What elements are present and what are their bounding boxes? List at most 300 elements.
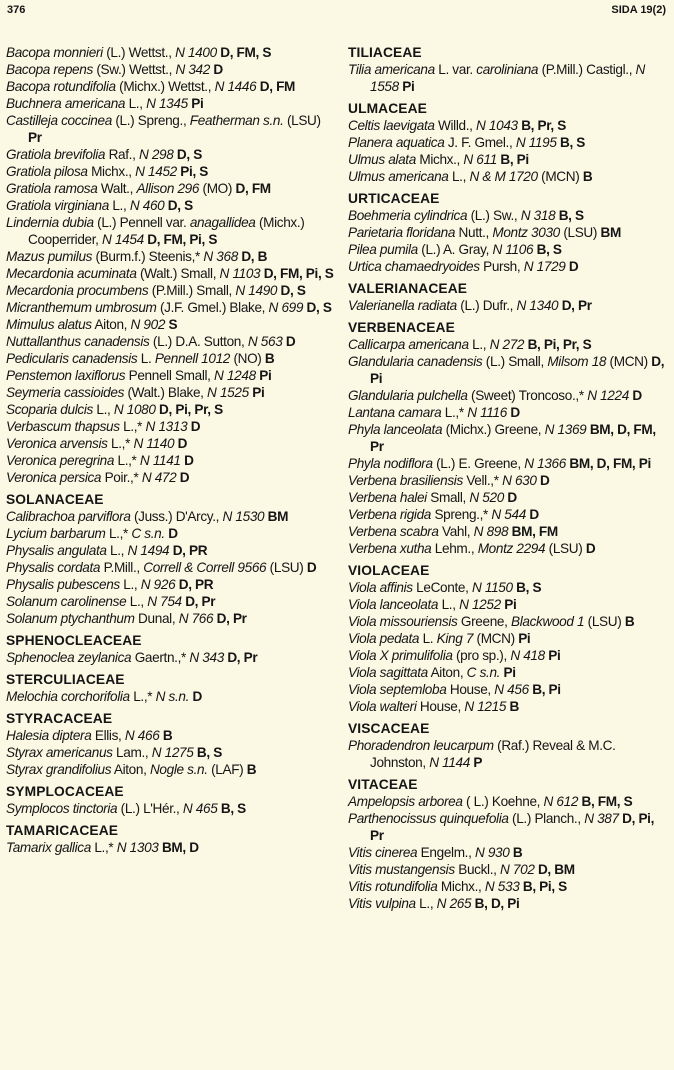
locality-codes: Pi, S [176,164,209,179]
species-name: Celtis laevigata [348,118,435,133]
collector-number: N 1195 [515,135,557,150]
species-author: L.,* [90,840,117,855]
species-author: Lehm., [431,541,478,556]
species-author: (L.) A. Gray, [417,242,493,257]
species-author: (P.Mill.) Small, [148,283,236,298]
species-author: L., [415,896,437,911]
species-author: Dunal, [134,611,179,626]
species-entry [348,540,670,557]
species-author: Willd., [434,118,477,133]
collector-number: N 460 [129,198,165,213]
species-author: House, [446,682,495,697]
species-entry [6,333,336,350]
locality-codes: Pi [500,597,517,612]
collector-number: N 926 [140,577,176,592]
species-author: (Raf.) Reveal & M.C. Johnston, [370,738,616,770]
species-entry [6,418,336,435]
locality-codes: B, S [556,135,586,150]
species-name: Urtica chamaedryoides [348,259,480,274]
species-author: (L.) Small, [482,354,548,369]
species-entry [6,384,336,401]
collector-number: N 754 [147,594,182,609]
locality-codes: D [164,526,178,541]
family-heading: VITACEAE [348,777,418,792]
herbarium-code: (MO) [199,181,236,196]
species-name: Scoparia dulcis [6,402,93,417]
collector-number: N 387 [584,811,619,826]
species-entry [348,134,670,151]
species-author: Vahl, [438,524,474,539]
species-entry [6,146,336,163]
species-author: (Walt.) Blake, [124,385,208,400]
locality-codes: D, Pr [223,650,258,665]
species-name: Mecardonia acuminata [6,266,137,281]
species-entry [348,297,670,314]
collector-number: N 902 [130,317,166,332]
species-author: Walt., [97,181,137,196]
species-author: (L.) L'Hér., [117,801,183,816]
locality-codes: D, S [277,283,306,298]
species-name: Micranthemum umbrosum [6,300,157,315]
species-entry [348,241,670,258]
collector-number: N 272 [489,337,525,352]
locality-codes: D, FM [235,181,271,196]
collector-number: N 1369 [544,422,587,437]
family-heading: VISCACEAE [348,721,430,736]
collector-number: N 520 [469,490,504,505]
species-entry [6,78,336,95]
collector-number: N 699 [268,300,304,315]
species-entry [6,367,336,384]
species-entry [6,401,336,418]
species-entry [348,207,670,224]
collector-number: N 1340 [516,298,559,313]
species-name: Physalis cordata [6,560,101,575]
species-author: Greene, [457,614,511,629]
locality-codes: BM [600,225,621,240]
species-entry [348,489,670,506]
species-entry [6,163,336,180]
species-name: Symplocos tinctoria [6,801,118,816]
collector-number: N 466 [124,728,160,743]
locality-codes: D, S [164,198,193,213]
species-entry [6,435,336,452]
locality-codes: B, S [217,801,246,816]
collector-number: N & M 1720 [469,169,538,184]
species-entry [348,579,670,596]
species-entry [348,681,670,698]
species-author: L., [92,402,114,417]
collector-number: N 1313 [145,419,188,434]
species-name: Verbascum thapsus [6,419,120,434]
family-heading: ULMACEAE [348,101,427,116]
family-heading: SPHENOCLEACEAE [6,633,142,648]
species-name: Melochia corchorifolia [6,689,130,704]
family-heading: VERBENACEAE [348,320,455,335]
species-entry [348,878,670,895]
locality-codes: Pi [500,665,516,680]
family-heading: VIOLACEAE [348,563,430,578]
collector-number: Allison 296 [136,181,200,196]
species-name: Styrax grandifolius [6,762,112,777]
species-author: (Burm.f.) Steenis,* [92,249,204,264]
locality-codes: B, Pi, Pr, S [524,337,592,352]
species-author: P.Mill., [100,560,144,575]
locality-codes: B, S [533,242,562,257]
locality-codes: D, FM, Pi, S [143,232,218,247]
species-author: (pro sp.), [452,648,511,663]
species-author: (J.F. Gmel.) Blake, [156,300,269,315]
collector-number: N 1446 [214,79,257,94]
collector-number: King 7 [436,631,474,646]
species-entry [348,455,670,472]
collector-number: N 472 [141,470,177,485]
herbarium-code: (LSU) [584,614,625,629]
species-entry [348,151,670,168]
species-author: L.,* [105,526,132,541]
species-entry [348,421,670,455]
species-author: (L.) Pennell var. [93,215,190,230]
locality-codes: D, B [237,249,268,264]
family-heading: TILIACEAE [348,45,422,60]
locality-codes: D, FM, Pi, S [260,266,334,281]
species-entry [6,761,336,778]
species-name: Tilia americana [348,62,435,77]
locality-codes: BM, D, FM, Pi [565,456,651,471]
family-heading: STYRACACEAE [6,711,113,726]
species-author: (L.) Dufr., [456,298,517,313]
species-entry [6,452,336,469]
species-name: Phyla nodiflora [348,456,433,471]
species-entry [6,559,336,576]
species-name: Calibrachoa parviflora [6,509,131,524]
species-name: Callicarpa americana [348,337,469,352]
collector-number: Blackwood 1 [510,614,585,629]
species-name: Mecardonia procumbens [6,283,149,298]
species-entry [348,404,670,421]
species-name: Phyla lanceolata [348,422,443,437]
species-entry [348,224,670,241]
species-name: Verbena scabra [348,524,439,539]
species-entry [6,649,336,666]
species-entry [348,810,670,844]
collector-number: N 265 [436,896,472,911]
species-entry [348,353,670,387]
locality-codes: D [282,334,296,349]
locality-codes: D, Pi, Pr, S [155,402,223,417]
species-author: Poir.,* [101,470,142,485]
journal-running-head: SIDA 19(2) [611,4,666,16]
species-entry [6,265,336,282]
species-entry [6,44,336,61]
locality-codes: B, Pi [496,152,529,167]
species-name: Phoradendron leucarpum [348,738,494,753]
infraspecific-author: (P.Mill.) Castigl., [538,62,636,77]
locality-codes: B, S [512,580,542,595]
locality-codes: D, BM [534,862,575,877]
species-author: L., [468,337,490,352]
species-author: L., [119,577,141,592]
species-entry [6,248,336,265]
species-name: Gratiola brevifolia [6,147,106,162]
species-entry [6,508,336,525]
collector-number: N 1116 [467,405,507,420]
collector-number: N 1140 [133,436,175,451]
species-name: Verbena rigida [348,507,432,522]
infraspecific-author: (Michx.) Cooperrider, [28,215,305,247]
species-entry [6,469,336,486]
species-entry [348,793,670,810]
species-author: Aiton, [111,762,150,777]
collector-number: Nogle s.n. [149,762,208,777]
species-entry [348,664,670,681]
species-author: L.,* [107,436,134,451]
species-name: Viola walteri [348,699,417,714]
locality-codes: D [187,419,201,434]
species-author: (L.) Planch., [508,811,585,826]
species-name: Nuttallanthus canadensis [6,334,150,349]
herbarium-code: (LSU) [545,541,586,556]
collector-number: N 1252 [459,597,501,612]
herbarium-code: (LSU) [266,560,307,575]
locality-codes: B [264,351,275,366]
locality-codes: B [159,728,173,743]
locality-codes: D, Pr [181,594,216,609]
locality-codes: D [180,453,194,468]
collector-number: N 418 [510,648,545,663]
species-name: Vitis vulpina [348,896,416,911]
species-author: (L.) Wettst., [102,45,176,60]
right-column [348,44,670,912]
locality-codes: D [306,560,317,575]
species-author: ( L.) Koehne, [462,794,544,809]
collector-number: C s.n. [466,665,501,680]
page-number: 376 [7,4,26,16]
collector-number: Correll & Correll 9566 [143,560,267,575]
species-name: Ulmus alata [348,152,416,167]
species-name: Ampelopsis arborea [348,794,463,809]
locality-codes: B, D, Pi [471,896,520,911]
species-author: Engelm., [417,845,475,860]
species-author: Michx., [87,164,136,179]
species-author: L., [448,169,470,184]
species-entry [6,593,336,610]
species-entry [348,861,670,878]
species-entry [348,387,670,404]
species-author: Lam., [112,745,152,760]
species-author: (L.) D.A. Sutton, [149,334,248,349]
collector-number: C s.n. [131,526,165,541]
species-entry [6,316,336,333]
collector-number: Pennell 1012 [154,351,231,366]
collector-number: N 1303 [116,840,159,855]
herbarium-code: (LAF) [207,762,247,777]
species-name: Mazus pumilus [6,249,93,264]
species-name: Penstemon laxiflorus [6,368,126,383]
species-author: Pennell Small, [125,368,215,383]
collector-number: N 456 [494,682,529,697]
species-entry [6,525,336,542]
locality-codes: D [176,470,190,485]
species-entry [348,596,670,613]
herbarium-code: (MCN) [473,631,519,646]
species-name: Gratiola pilosa [6,164,88,179]
locality-codes: B [246,762,257,777]
herbarium-code: (MCN) [537,169,583,184]
species-author: (L.) E. Greene, [432,456,525,471]
species-author: House, [416,699,465,714]
collector-number: N 465 [182,801,218,816]
locality-codes: D [525,507,539,522]
collector-number: N 612 [543,794,579,809]
species-author: Buckl., [454,862,500,877]
species-author: Nutt., [455,225,493,240]
collector-number: N 766 [178,611,214,626]
species-name: Bacopa rotundifolia [6,79,116,94]
species-author: L., [108,198,130,213]
species-name: Mimulus alatus [6,317,92,332]
collector-number: N 1525 [207,385,249,400]
species-author: L.,* [119,419,146,434]
species-name: Physalis pubescens [6,577,120,592]
species-author: L., [438,597,460,612]
species-entry [6,576,336,593]
collector-number: N 563 [247,334,283,349]
species-author: Pursh, [479,259,524,274]
locality-codes: BM [264,509,289,524]
species-name: Viola affinis [348,580,413,595]
species-author: Spreng.,* [431,507,492,522]
species-entry [6,727,336,744]
species-author: L.,* [441,405,468,420]
locality-codes: B [509,845,523,860]
species-name: Viola X primulifolia [348,648,453,663]
species-author: (Sweet) Troncoso.,* [467,388,588,403]
collector-number: N 1144 [429,755,470,770]
locality-codes: D, Pr [558,298,592,313]
collector-number: N 1224 [587,388,629,403]
species-entry [348,895,670,912]
locality-codes: D, FM, S [216,45,272,60]
species-name: Halesia diptera [6,728,92,743]
locality-codes: B [624,614,635,629]
locality-codes: Pr [28,130,42,145]
species-name: Verbena brasiliensis [348,473,463,488]
species-name: Tamarix gallica [6,840,91,855]
collector-number: Montz 3030 [492,225,560,240]
locality-codes: BM, FM [508,524,558,539]
infraspecific-name: caroliniana [476,62,539,77]
species-author: J. F. Gmel., [444,135,516,150]
species-entry [6,112,336,146]
herbarium-code: (NO) [230,351,265,366]
species-name: Buchnera americana [6,96,126,111]
species-author: L.,* [129,689,156,704]
collector-number: N 343 [189,650,224,665]
species-name: Solanum carolinense [6,594,127,609]
species-name: Viola sagittata [348,665,428,680]
species-entry [348,630,670,647]
locality-codes: D, PR [169,543,208,558]
species-author: (L.) Sw., [467,208,521,223]
species-entry [6,610,336,627]
species-entry [348,523,670,540]
collector-number: N 630 [502,473,537,488]
locality-codes: B, FM, S [578,794,633,809]
species-name: Valerianella radiata [348,298,457,313]
species-author: L.,* [114,453,140,468]
locality-codes: BM, D [158,840,199,855]
locality-codes: BM, D, FM, Pr [370,422,656,454]
family-heading: SYMPLOCACEAE [6,784,124,799]
species-name: Bacopa repens [6,62,93,77]
locality-codes: D [209,62,223,77]
locality-codes: B [582,169,593,184]
species-entry [348,737,670,771]
species-author: Michx., [437,879,485,894]
species-author: (Walt.) Small, [136,266,220,281]
species-name: Viola missouriensis [348,614,458,629]
locality-codes: Pi [248,385,265,400]
species-author: L. var. [434,62,477,77]
collector-number: N 1103 [219,266,261,281]
species-entry [348,647,670,664]
family-heading: VALERIANACEAE [348,281,468,296]
species-entry [6,542,336,559]
locality-codes: D, S [173,147,202,162]
species-entry [348,61,670,95]
locality-codes: B, S [555,208,584,223]
species-name: Verbena xutha [348,541,432,556]
species-author: L., [125,96,147,111]
collector-number: N 318 [520,208,556,223]
species-entry [348,472,670,489]
species-entry [348,336,670,353]
species-author: Raf., [105,147,139,162]
species-author: (Michx.) Greene, [442,422,545,437]
species-author: Aiton, [91,317,131,332]
locality-codes: D [565,259,579,274]
collector-number: N 368 [203,249,238,264]
species-name: Parthenocissus quinquefolia [348,811,509,826]
locality-codes: B [506,699,519,714]
collector-number: N 1141 [139,453,181,468]
species-name: Boehmeria cylindrica [348,208,468,223]
species-entry [6,282,336,299]
locality-codes: D [536,473,550,488]
species-name: Vitis rotundifolia [348,879,438,894]
locality-codes: P [469,755,483,770]
species-name: Viola lanceolata [348,597,439,612]
species-entry [6,800,336,817]
collector-number: N 533 [484,879,520,894]
species-name: Gratiola ramosa [6,181,98,196]
collector-number: N 1345 [146,96,188,111]
species-name: Styrax americanus [6,745,113,760]
locality-codes: D [189,689,202,704]
species-entry [6,214,336,248]
locality-codes: S [165,317,178,332]
collector-number: N 1729 [523,259,566,274]
species-name: Ulmus americana [348,169,449,184]
species-author: L. [419,631,437,646]
collector-number: N 898 [473,524,509,539]
species-name: Veronica arvensis [6,436,108,451]
left-column [6,44,336,856]
locality-codes: Pi [544,648,561,663]
locality-codes: D [585,541,596,556]
locality-codes: B, Pr, S [517,118,566,133]
